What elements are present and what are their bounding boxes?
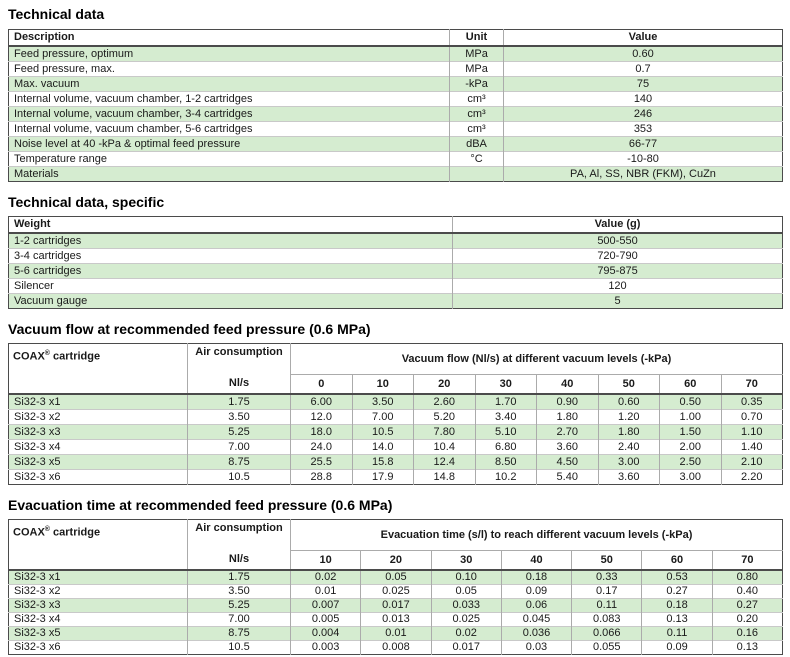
table-cell: Temperature range xyxy=(9,152,450,167)
column-header: Weight xyxy=(9,217,453,234)
value-cell: 0.004 xyxy=(291,627,361,641)
table-row xyxy=(9,122,783,137)
table-body xyxy=(9,46,783,182)
value-cell: 0.02 xyxy=(291,570,361,585)
cartridge-cell: Si32-3 x2 xyxy=(9,410,188,425)
value-cell: 0.11 xyxy=(572,599,642,613)
air-consumption-label: Air consumption xyxy=(195,522,283,534)
table-cell: 3-4 cartridges xyxy=(9,249,453,264)
value-cell: 0.055 xyxy=(572,641,642,655)
vacuum-level-header: 30 xyxy=(475,375,537,395)
air-consumption-cell: 3.50 xyxy=(188,410,291,425)
value-cell: 1.20 xyxy=(598,410,660,425)
value-cell: 0.90 xyxy=(537,394,599,410)
vacuum-level-header: 0 xyxy=(291,375,353,395)
table-body xyxy=(9,394,783,485)
vacuum-level-header: 70 xyxy=(712,551,782,571)
air-consumption-cell: 7.00 xyxy=(188,440,291,455)
registered-trademark: ® xyxy=(44,350,50,357)
table-row xyxy=(9,570,783,585)
value-cell: 5.40 xyxy=(537,470,599,485)
value-cell: 1.10 xyxy=(721,425,783,440)
table-row xyxy=(9,410,783,425)
table-cell: Internal volume, vacuum chamber, 5-6 cartridges xyxy=(9,122,450,137)
vacuum-level-header: 50 xyxy=(598,375,660,395)
value-cell: 28.8 xyxy=(291,470,353,485)
table-header-row xyxy=(9,217,783,234)
cartridge-column-header: COAX® cartridge xyxy=(9,344,188,395)
table-row xyxy=(9,394,783,410)
value-cell: 14.8 xyxy=(414,470,476,485)
value-cell: 14.0 xyxy=(352,440,414,455)
cartridge-cell: Si32-3 x5 xyxy=(9,627,188,641)
table-cell: 120 xyxy=(453,279,783,294)
table-body xyxy=(9,233,783,309)
table-cell: -kPa xyxy=(450,77,504,92)
cartridge-cell: Si32-3 x6 xyxy=(9,641,188,655)
value-cell: 2.50 xyxy=(660,455,722,470)
value-cell: 0.11 xyxy=(642,627,712,641)
table-row xyxy=(9,425,783,440)
table-cell: Internal volume, vacuum chamber, 3-4 cartridges xyxy=(9,107,450,122)
cartridge-cell: Si32-3 x2 xyxy=(9,585,188,599)
value-cell: 1.70 xyxy=(475,394,537,410)
value-cell: 5.10 xyxy=(475,425,537,440)
value-cell: 10.2 xyxy=(475,470,537,485)
value-cell: 3.50 xyxy=(352,394,414,410)
value-cell: 1.50 xyxy=(660,425,722,440)
value-cell: 2.60 xyxy=(414,394,476,410)
value-cell: 0.003 xyxy=(291,641,361,655)
value-cell: 12.4 xyxy=(414,455,476,470)
table-cell: 140 xyxy=(504,92,783,107)
value-cell: 0.008 xyxy=(361,641,431,655)
table-cell: Feed pressure, max. xyxy=(9,62,450,77)
table-row xyxy=(9,455,783,470)
vacuum-level-header: 60 xyxy=(642,551,712,571)
cartridge-cell: Si32-3 x1 xyxy=(14,396,61,408)
cartridge-cell: Si32-3 x4 xyxy=(9,440,188,455)
value-cell: 0.09 xyxy=(501,585,571,599)
value-cell: 3.40 xyxy=(475,410,537,425)
table-cell xyxy=(450,167,504,182)
value-cell: 2.40 xyxy=(598,440,660,455)
cartridge-cell: Si32-3 x1 xyxy=(14,571,61,583)
value-cell: 0.02 xyxy=(431,627,501,641)
value-cell: 0.033 xyxy=(431,599,501,613)
heading-vacuum-flow: Vacuum flow at recommended feed pressure (0.6 MPa) xyxy=(8,321,371,337)
table-cell: Max. vacuum xyxy=(9,77,450,92)
value-cell: 3.00 xyxy=(598,455,660,470)
value-cell: 2.20 xyxy=(721,470,783,485)
registered-trademark: ® xyxy=(44,526,50,533)
table-cell: Noise level at 40 -kPa & optimal feed pressure xyxy=(9,137,450,152)
vacuum-level-header: 10 xyxy=(352,375,414,395)
table-cell: Silencer xyxy=(9,279,453,294)
value-cell: 0.007 xyxy=(291,599,361,613)
air-consumption-column-header xyxy=(188,344,291,395)
value-cell: 6.00 xyxy=(291,394,353,410)
value-cell: 0.025 xyxy=(361,585,431,599)
value-cell: 0.50 xyxy=(660,394,722,410)
table-cell: 5 xyxy=(453,294,783,309)
value-cell: 7.80 xyxy=(414,425,476,440)
table-row xyxy=(9,585,783,599)
value-cell: 0.35 xyxy=(721,394,783,410)
value-cell: 0.083 xyxy=(572,613,642,627)
table-header-row xyxy=(9,30,783,47)
value-cell: 10.5 xyxy=(352,425,414,440)
table-cell: 353 xyxy=(504,122,783,137)
column-header: Value xyxy=(504,30,783,47)
table-cell: MPa xyxy=(450,46,504,62)
air-consumption-box xyxy=(192,344,286,392)
value-cell: 3.00 xyxy=(660,470,722,485)
evacuation-levels-span-header: Evacuation time (s/l) to reach different vacuum levels (-kPa) xyxy=(291,520,783,551)
air-consumption-cell: 10.5 xyxy=(188,641,291,655)
value-cell: 2.10 xyxy=(721,455,783,470)
air-consumption-cell: 5.25 xyxy=(188,599,291,613)
air-consumption-column-header xyxy=(188,520,291,571)
table-cell: °C xyxy=(450,152,504,167)
table-cell: 246 xyxy=(504,107,783,122)
technical-data-table xyxy=(8,29,783,182)
table-row xyxy=(9,294,783,309)
value-cell: 0.27 xyxy=(642,585,712,599)
value-cell: 0.70 xyxy=(721,410,783,425)
vacuum-level-header: 30 xyxy=(431,551,501,571)
value-cell: 0.60 xyxy=(598,394,660,410)
value-cell: 0.025 xyxy=(431,613,501,627)
air-consumption-unit: Nl/s xyxy=(228,553,250,565)
cartridge-cell: Si32-3 x3 xyxy=(9,599,188,613)
value-cell: 1.80 xyxy=(537,410,599,425)
table-row xyxy=(9,599,783,613)
cartridge-cell: Si32-3 x4 xyxy=(9,613,188,627)
table-row xyxy=(9,641,783,655)
vacuum-level-header: 20 xyxy=(414,375,476,395)
vacuum-level-header: 40 xyxy=(501,551,571,571)
table-header-row xyxy=(9,344,783,375)
vacuum-level-header: 10 xyxy=(291,551,361,571)
table-cell: 0.60 xyxy=(504,46,783,62)
value-cell: 18.0 xyxy=(291,425,353,440)
value-cell: 10.4 xyxy=(414,440,476,455)
heading-technical-data: Technical data xyxy=(8,6,105,22)
value-cell: 1.40 xyxy=(721,440,783,455)
value-cell: 0.18 xyxy=(642,599,712,613)
table-cell: Internal volume, vacuum chamber, 1-2 cartridges xyxy=(9,92,450,107)
table-cell: Materials xyxy=(9,167,450,182)
table-cell: 720-790 xyxy=(453,249,783,264)
value-cell: 0.017 xyxy=(431,641,501,655)
air-consumption-cell: 1.75 xyxy=(188,394,291,410)
column-header: Description xyxy=(9,30,450,47)
value-cell: 0.17 xyxy=(572,585,642,599)
table-cell: 66-77 xyxy=(504,137,783,152)
air-consumption-cell: 8.75 xyxy=(188,455,291,470)
cartridge-column-header: COAX® cartridge xyxy=(9,520,188,571)
table-row xyxy=(9,107,783,122)
value-cell: 0.20 xyxy=(712,613,782,627)
value-cell: 0.18 xyxy=(501,570,571,585)
value-cell: 3.60 xyxy=(537,440,599,455)
table-row xyxy=(9,46,783,62)
value-cell: 25.5 xyxy=(291,455,353,470)
column-header: Value (g) xyxy=(453,217,783,234)
value-cell: 8.50 xyxy=(475,455,537,470)
air-consumption-cell: 7.00 xyxy=(188,613,291,627)
value-cell: 0.10 xyxy=(431,570,501,585)
value-cell: 0.27 xyxy=(712,599,782,613)
table-cell: Vacuum gauge xyxy=(9,294,453,309)
table-cell: -10-80 xyxy=(504,152,783,167)
value-cell: 0.03 xyxy=(501,641,571,655)
value-cell: 0.40 xyxy=(712,585,782,599)
value-cell: 0.013 xyxy=(361,613,431,627)
value-cell: 2.00 xyxy=(660,440,722,455)
table-cell: Feed pressure, optimum xyxy=(14,48,134,60)
vacuum-level-header: 70 xyxy=(721,375,783,395)
value-cell: 0.045 xyxy=(501,613,571,627)
value-cell: 0.017 xyxy=(361,599,431,613)
table-cell: 75 xyxy=(504,77,783,92)
table-header-row xyxy=(9,520,783,551)
value-cell: 0.066 xyxy=(572,627,642,641)
table-cell: 5-6 cartridges xyxy=(9,264,453,279)
cartridge-cell: Si32-3 x5 xyxy=(9,455,188,470)
table-row xyxy=(9,62,783,77)
cartridge-cell: Si32-3 x3 xyxy=(9,425,188,440)
column-header: Unit xyxy=(450,30,504,47)
value-cell: 0.01 xyxy=(291,585,361,599)
vacuum-flow-table xyxy=(8,343,783,485)
table-cell: 500-550 xyxy=(453,233,783,249)
value-cell: 0.06 xyxy=(501,599,571,613)
value-cell: 12.0 xyxy=(291,410,353,425)
air-consumption-unit: Nl/s xyxy=(228,377,250,389)
air-consumption-cell: 3.50 xyxy=(188,585,291,599)
table-body xyxy=(9,570,783,655)
value-cell: 0.09 xyxy=(642,641,712,655)
evacuation-time-table xyxy=(8,519,783,655)
value-cell: 7.00 xyxy=(352,410,414,425)
table-cell: PA, Al, SS, NBR (FKM), CuZn xyxy=(504,167,783,182)
air-consumption-cell: 1.75 xyxy=(188,570,291,585)
value-cell: 0.16 xyxy=(712,627,782,641)
air-consumption-cell: 10.5 xyxy=(188,470,291,485)
air-consumption-cell: 5.25 xyxy=(188,425,291,440)
table-cell: 795-875 xyxy=(453,264,783,279)
table-cell: cm³ xyxy=(450,122,504,137)
table-row xyxy=(9,92,783,107)
table-row xyxy=(9,264,783,279)
vacuum-level-header: 40 xyxy=(537,375,599,395)
vacuum-level-header: 60 xyxy=(660,375,722,395)
vacuum-levels-span-header: Vacuum flow (Nl/s) at different vacuum levels (-kPa) xyxy=(291,344,783,375)
value-cell: 0.05 xyxy=(431,585,501,599)
table-row xyxy=(9,470,783,485)
table-cell: cm³ xyxy=(450,92,504,107)
value-cell: 0.05 xyxy=(361,570,431,585)
table-row xyxy=(9,440,783,455)
table-cell: 1-2 cartridges xyxy=(14,235,82,247)
table-cell: 0.7 xyxy=(504,62,783,77)
value-cell: 0.036 xyxy=(501,627,571,641)
table-row xyxy=(9,77,783,92)
vacuum-level-header: 20 xyxy=(361,551,431,571)
table-row xyxy=(9,279,783,294)
table-row xyxy=(9,152,783,167)
value-cell: 1.00 xyxy=(660,410,722,425)
table-row xyxy=(9,137,783,152)
vacuum-level-header: 50 xyxy=(572,551,642,571)
value-cell: 0.33 xyxy=(572,570,642,585)
air-consumption-box xyxy=(192,520,286,568)
air-consumption-cell: 8.75 xyxy=(188,627,291,641)
value-cell: 15.8 xyxy=(352,455,414,470)
value-cell: 2.70 xyxy=(537,425,599,440)
table-cell: MPa xyxy=(450,62,504,77)
table-cell: dBA xyxy=(450,137,504,152)
value-cell: 17.9 xyxy=(352,470,414,485)
value-cell: 4.50 xyxy=(537,455,599,470)
table-row xyxy=(9,613,783,627)
table-row xyxy=(9,167,783,182)
table-cell: cm³ xyxy=(450,107,504,122)
value-cell: 6.80 xyxy=(475,440,537,455)
value-cell: 5.20 xyxy=(414,410,476,425)
heading-evacuation-time: Evacuation time at recommended feed pressure (0.6 MPa) xyxy=(8,497,393,513)
air-consumption-label: Air consumption xyxy=(195,346,283,358)
value-cell: 24.0 xyxy=(291,440,353,455)
value-cell: 0.53 xyxy=(642,570,712,585)
cartridge-cell: Si32-3 x6 xyxy=(9,470,188,485)
technical-data-specific-table xyxy=(8,216,783,309)
value-cell: 0.13 xyxy=(712,641,782,655)
value-cell: 0.005 xyxy=(291,613,361,627)
value-cell: 0.80 xyxy=(712,570,782,585)
table-row xyxy=(9,627,783,641)
value-cell: 1.80 xyxy=(598,425,660,440)
value-cell: 3.60 xyxy=(598,470,660,485)
table-row xyxy=(9,249,783,264)
table-row xyxy=(9,233,783,249)
value-cell: 0.01 xyxy=(361,627,431,641)
heading-technical-data-specific: Technical data, specific xyxy=(8,194,165,210)
value-cell: 0.13 xyxy=(642,613,712,627)
